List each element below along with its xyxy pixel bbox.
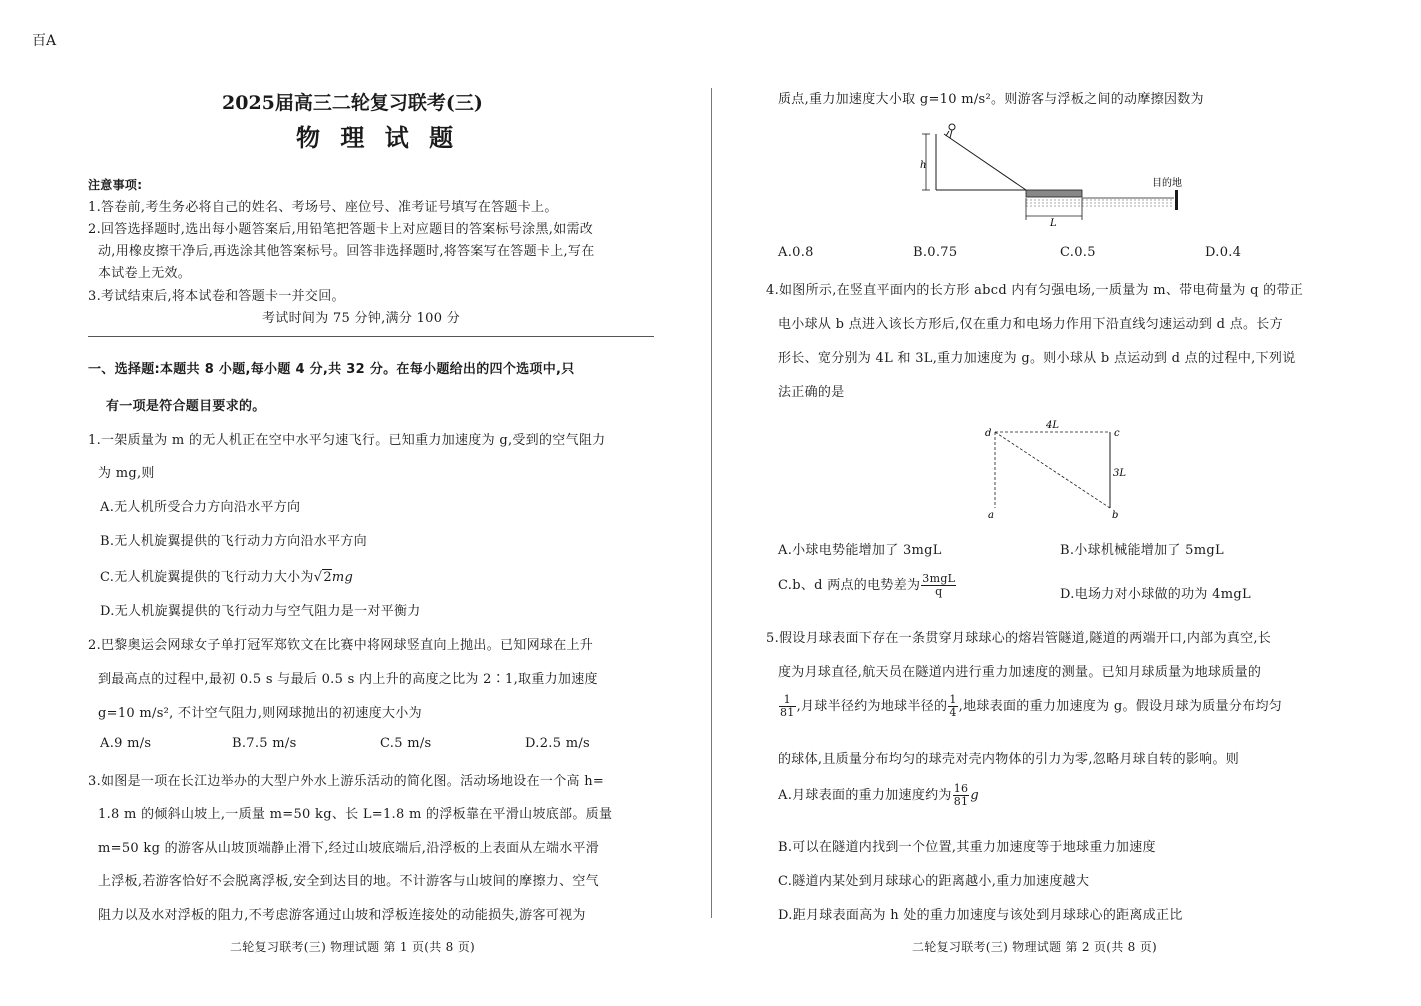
q3-stem-f: 质点,重力加速度大小取 g=10 m/s²。则游客与浮板之间的动摩擦因数为 [778,92,1204,107]
q2-option-b: B.7.5 m/s [232,736,297,751]
q3-option-b: B.0.75 [913,245,958,260]
q3-option-d: D.0.4 [1205,245,1242,260]
notice-heading: 注意事项: [88,178,143,192]
q3-stem-c: m=50 kg 的游客从山坡顶端静止滑下,经过山坡底端后,沿浮板的上表面从左端水平滑 [98,841,600,856]
q3-stem-d: 上浮板,若游客恰好不会脱离浮板,安全到达目的地。不计游客与山坡间的摩擦力、空气 [98,874,599,889]
q3-figure-h-label: h [920,160,927,171]
q5-option-d: D.距月球表面高为 h 处的重力加速度与该处到月球球心的距离成正比 [778,908,1183,923]
exam-time: 考试时间为 75 分钟,满分 100 分 [262,311,461,326]
q4-option-b: B.小球机械能增加了 5mgL [1060,543,1224,558]
q2-stem-b: 到最高点的过程中,最初 0.5 s 与最后 0.5 s 内上升的高度之比为 2∶1,取重力加速度 [98,672,598,687]
q4-figure [980,416,1130,524]
subject-title: 物 理 试 题 [296,124,460,152]
q1-option-b: B.无人机旋翼提供的飞行动力方向沿水平方向 [100,534,367,549]
q3-figure-water [1026,200,1174,206]
q4-figure-label-3L: 3L [1113,468,1127,479]
q2-option-d: D.2.5 m/s [525,736,590,751]
q4-stem-b: 电小球从 b 点进入该长方形后,仅在重力和电场力作用下沿直线匀速运动到 d 点。长方 [778,317,1283,332]
q1-option-a: A.无人机所受合力方向沿水平方向 [100,500,301,515]
notice-2b: 动,用橡皮擦干净后,再选涂其他答案标号。回答非选择题时,将答案写在答题卡上,写在 [98,244,595,259]
q4-figure-label-4L: 4L [1046,420,1060,431]
q2-stem-a: 2.巴黎奥运会网球女子单打冠军郑钦文在比赛中将网球竖直向上抛出。已知网球在上升 [88,638,594,653]
q3-figure-destination-wall [1175,190,1178,210]
exam-title: 2025届高三二轮复习联考(三) [222,92,483,114]
q4-figure-label-a: a [988,510,994,521]
q3-stem-e: 阻力以及水对浮板的阻力,不考虑游客通过山坡和浮板连接处的动能损失,游客可视为 [98,908,586,923]
q5-stem-a: 5.假设月球表面下存在一条贯穿月球球心的熔岩管隧道,隧道的两端开口,内部为真空,长 [766,631,1272,646]
q4-figure-label-c: c [1114,428,1120,439]
q2-option-c: C.5 m/s [380,736,432,751]
q3-figure-board [1026,190,1082,197]
q4-figure-label-b: b [1112,510,1119,521]
q5-stem-d: 的球体,且质量分布均匀的球壳对壳内物体的引力为零,忽略月球自转的影响。则 [778,752,1240,767]
q5-stem-c: $\frac{1}{81}$ ,月球半径约为地球半径的 $\frac{1}{4}$ ,地球表面的重力加速度为 g。假设月球为质量分布均匀 [780,693,1283,719]
q5-option-b: B.可以在隧道内找到一个位置,其重力加速度等于地球重力加速度 [778,840,1156,855]
notice-3: 3.考试结束后,将本试卷和答题卡一并交回。 [88,289,345,304]
q4-figure-label-d: d [985,428,992,439]
section-1-heading-b: 有一项是符合题目要求的。 [106,399,266,414]
q3-figure-L-label: L [1050,218,1057,229]
q2-option-a: A.9 m/s [100,736,152,751]
q5-option-c: C.隧道内某处到月球球心的距离越小,重力加速度越大 [778,874,1090,889]
section-1-heading-a: 一、选择题:本题共 8 小题,每小题 4 分,共 32 分。在每小题给出的四个选项中,只 [88,362,575,377]
page-2-footer: 二轮复习联考(三) 物理试题 第 2 页(共 8 页) [912,940,1157,954]
q5-stem-b: 度为月球直径,航天员在隧道内进行重力加速度的测量。已知月球质量为地球质量的 [778,665,1262,680]
q4-option-c: C.b、d 两点的电势差为 $\frac{\text{3mgL}}{q}$ [778,572,956,598]
q3-figure-slope [944,134,1026,190]
q1-option-c: C.无人机旋翼提供的飞行动力大小为√2mg [100,570,354,585]
notice-2c: 本试卷上无效。 [98,266,192,281]
q5-option-a: A.月球表面的重力加速度约为 $\frac{16}{81}$ g [778,782,979,808]
q3-figure-destination-label: 目的地 [1152,178,1182,189]
notice-2a: 2.回答选择题时,选出每小题答案后,用铅笔把答题卡上对应题目的答案标号涂黑,如需改 [88,222,594,237]
q4-option-d: D.电场力对小球做的功为 4mgL [1060,587,1251,602]
q4-stem-c: 形长、宽分别为 4L 和 3L,重力加速度为 g。则小球从 b 点运动到 d 点的过程中,下列说 [778,351,1296,366]
column-divider [711,88,712,918]
q4-stem-a: 4.如图所示,在竖直平面内的长方形 abcd 内有匀强电场,一质量为 m、带电荷量为 q 的带正 [766,283,1304,298]
q3-option-a: A.0.8 [778,245,814,260]
header-divider [88,336,654,337]
q3-option-c: C.0.5 [1060,245,1096,260]
q3-stem-b: 1.8 m 的倾斜山坡上,一质量 m=50 kg、长 L=1.8 m 的浮板靠在平滑山坡底部。质量 [98,807,613,822]
page-1-footer: 二轮复习联考(三) 物理试题 第 1 页(共 8 页) [230,940,475,954]
q2-stem-c: g=10 m/s², 不计空气阻力,则网球抛出的初速度大小为 [98,706,422,721]
q3-figure [900,118,1200,230]
notice-1: 1.答卷前,考生务必将自己的姓名、考场号、座位号、准考证号填写在答题卡上。 [88,200,558,215]
q4-stem-d: 法正确的是 [778,385,845,400]
q4-figure-diagonal-bd [995,432,1110,508]
q1-stem-b: 为 mg,则 [98,466,155,481]
q1-option-d: D.无人机旋翼提供的飞行动力与空气阻力是一对平衡力 [100,604,421,619]
q1-stem-a: 1.一架质量为 m 的无人机正在空中水平匀速飞行。已知重力加速度为 g,受到的空气阻力 [88,433,606,448]
corner-mark: 百A [32,33,57,49]
q3-stem-a: 3.如图是一项在长江边举办的大型户外水上游乐活动的简化图。活动场地设在一个高 h= [88,774,605,789]
q4-option-a: A.小球电势能增加了 3mgL [778,543,942,558]
